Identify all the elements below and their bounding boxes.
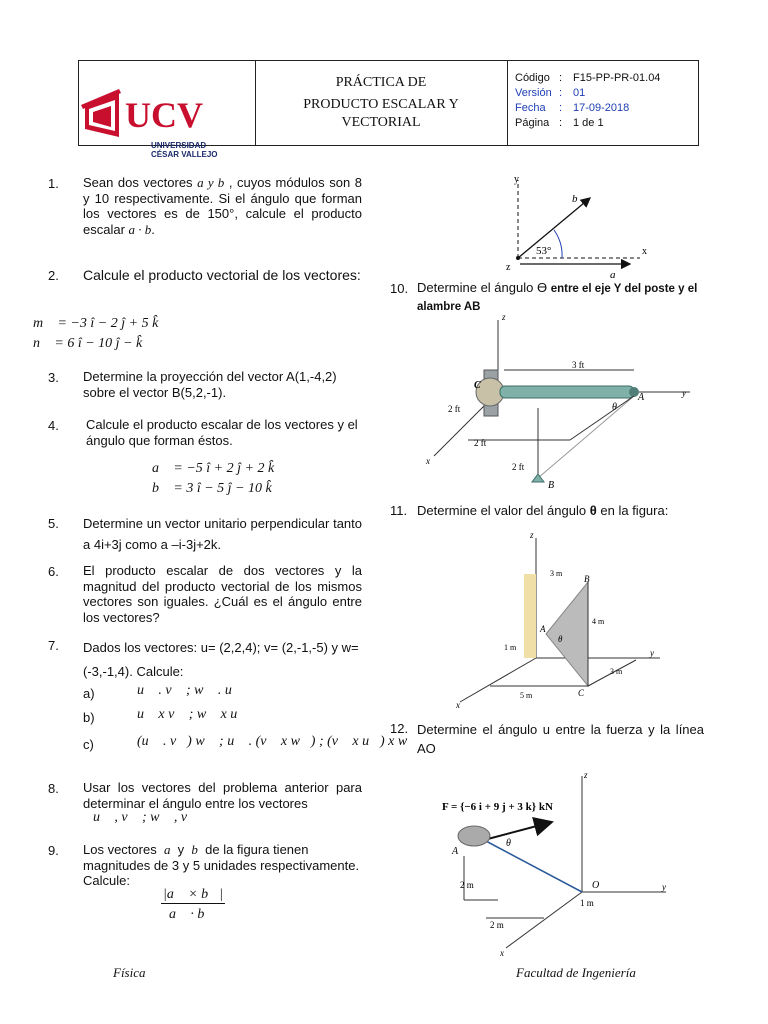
svg-text:x: x [500, 948, 504, 958]
meta-row-version: Versión : 01 [515, 87, 586, 99]
meta-row-fecha: Fecha : 17-09-2018 [515, 102, 630, 114]
fraction-denominator: a⃗ · b⃗ [169, 907, 216, 922]
svg-text:2 ft: 2 ft [474, 438, 487, 448]
fig9-a-label: a⃗ [610, 269, 625, 281]
svg-text:3 ft: 3 ft [572, 360, 585, 370]
svg-text:z: z [530, 530, 534, 540]
svg-text:2 m: 2 m [460, 880, 474, 890]
ucv-logo [79, 55, 255, 139]
svg-text:2 ft: 2 ft [512, 462, 525, 472]
svg-text:y: y [650, 648, 654, 658]
problem-7c-expr: (u⃗ . v⃗) w⃗ ; u⃗ . (v⃗ x w⃗) ; (v⃗ x u⃗) x w⃗ [137, 734, 419, 749]
problem-7-text: Dados los vectores: u= (2,2,4); v= (2,-1,-5) y w= (-3,-1,4). Calcule: [83, 640, 359, 679]
svg-text:F = {−6 i + 9 j + 3 k} kN: F = {−6 i + 9 j + 3 k} kN [442, 801, 553, 813]
svg-text:O: O [592, 880, 600, 891]
problem-11-number: 11. [390, 503, 408, 518]
svg-text:y: y [662, 882, 666, 892]
problem-7b-expr: u⃗ x v⃗ ; w⃗ x u⃗ [137, 707, 249, 722]
problem-9-text: Los vectores a y b de la figura tienen magnitudes de 3 y 5 unidades respectivamente. Calcule: [83, 842, 360, 888]
svg-text:1 m: 1 m [580, 898, 594, 908]
problem-1-number: 1. [48, 176, 59, 191]
problem-7c-label: c) [83, 737, 94, 752]
fig9-y-label: y [514, 174, 519, 185]
wire-ab [538, 396, 634, 478]
problem-7b-label: b) [83, 710, 95, 725]
svg-text:z: z [584, 770, 588, 780]
svg-text:x: x [426, 456, 430, 466]
meta-row-codigo: Código : F15-PP-PR-01.04 [515, 72, 661, 84]
svg-text:B: B [548, 480, 555, 491]
problem-8-text: Usar los vectores del problema anterior para determinar el ángulo entre los vectores [83, 780, 362, 811]
problem-1-text: Sean dos vectores a y b , cuyos módulos son 8 y 10 respectivamente. Si el ángulo que forman los vectores es de 150°, calcule el producto escalar a · b. [83, 175, 362, 237]
meta-row-pagina: Página : 1 de 1 [515, 117, 604, 129]
svg-text:2 m: 2 m [490, 920, 504, 930]
problem-4-text: Calcule el producto escalar de los vectores y el ángulo que forman éstos. [86, 417, 358, 448]
line-ao [484, 840, 582, 892]
svg-text:C: C [474, 380, 481, 391]
figure-problem-10 [420, 312, 700, 496]
svg-text:C: C [578, 688, 585, 698]
svg-text:5 m: 5 m [520, 691, 533, 700]
figure-problem-11 [450, 530, 670, 710]
document-header [78, 60, 699, 159]
problem-11-text: Determine el valor del ángulo θ en la figura: [417, 503, 669, 518]
logo-subtitle [151, 141, 218, 159]
svg-text:θ: θ [612, 402, 617, 413]
fig9-b-label: b⃗ [572, 193, 587, 205]
problem-8-math: u⃗ , v⃗ ; w⃗ , v⃗ [93, 810, 198, 825]
figure-problem-12 [434, 770, 684, 960]
problem-7a-expr: u⃗ . v⃗ ; w⃗ . u⃗ [137, 683, 243, 698]
ucv-emblem-icon [81, 89, 121, 137]
problem-6-number: 6. [48, 564, 59, 579]
svg-text:3 m: 3 m [550, 569, 563, 578]
problem-6-text: El producto escalar de dos vectores y la magnitud del producto vectorial de los mismos vectores son iguales. ¿Cuál es el ángulo entre los vectores? [83, 563, 362, 625]
problem-8-number: 8. [48, 781, 59, 796]
svg-text:z: z [502, 312, 506, 322]
force-arrow [484, 822, 552, 840]
svg-text:x: x [456, 700, 460, 710]
figure-problem-9 [490, 170, 670, 282]
svg-text:A: A [638, 392, 645, 403]
pole [500, 386, 634, 398]
problem-2-text: Calcule el producto vectorial de los vectores: [83, 267, 361, 283]
problem-10-text: Determine el ángulo ϴ entre el eje Y del poste y el alambre AB [417, 280, 698, 313]
problem-2-number: 2. [48, 268, 59, 283]
problem-7a-label: a) [83, 686, 95, 701]
header-title [255, 61, 508, 145]
svg-text:2 ft: 2 ft [448, 404, 461, 414]
vector-m: m⃗ = −3 î − 2 ĵ + 5 k̂ [33, 316, 159, 331]
fraction-numerator: |a⃗ × b⃗| [163, 887, 223, 902]
logo-sub-line2: CÉSAR VALLEJO [151, 150, 218, 159]
angle-arc [554, 230, 562, 258]
fig9-angle-label: 53° [536, 245, 552, 257]
title-line-1: PRÁCTICA DE [335, 75, 427, 90]
vector-b: b⃗ = 3 î − 5 ĵ − 10 k̂ [152, 481, 272, 496]
problem-3-number: 3. [48, 370, 59, 385]
fig9-x-label: x [642, 246, 647, 257]
fig9-z-label: z [506, 262, 511, 273]
problem-7-number: 7. [48, 638, 59, 653]
svg-text:3 m: 3 m [610, 667, 623, 676]
problem-9-number: 9. [48, 843, 59, 858]
svg-text:y: y [682, 388, 686, 398]
footer-right: Facultad de Ingeniería [516, 965, 636, 980]
footer-left: Física [113, 965, 146, 980]
vector-b-arrow [518, 198, 590, 258]
logo-cell [79, 61, 256, 159]
problem-10-number: 10. [390, 281, 409, 296]
header-meta [515, 71, 660, 131]
svg-text:θ: θ [558, 634, 563, 644]
svg-text:B: B [584, 574, 590, 584]
logo-text: UCV [125, 95, 203, 135]
problem-4-number: 4. [48, 418, 59, 433]
vector-a: a⃗ = −5 î + 2 ĵ + 2 k̂ [152, 461, 275, 476]
svg-text:θ: θ [506, 838, 511, 849]
svg-text:4 m: 4 m [592, 617, 605, 626]
problem-12-text: Determine el ángulo u entre la fuerza y la línea AO [417, 722, 704, 756]
problem-5-number: 5. [48, 516, 59, 531]
svg-text:1 m: 1 m [504, 643, 517, 652]
svg-text:A: A [540, 624, 546, 634]
title-line-2: PRODUCTO ESCALAR Y [303, 97, 459, 112]
logo-sub-line1: UNIVERSIDAD [151, 141, 207, 150]
title-line-3: VECTORIAL [341, 115, 421, 130]
problem-5-text: Determine un vector unitario perpendicular tanto a 4i+3j como a –i-3j+2k. [83, 516, 362, 552]
anchor-a [458, 826, 490, 846]
triangle-plane [546, 582, 588, 686]
problem-12-number: 12. [390, 721, 409, 736]
svg-text:A: A [452, 846, 459, 857]
problem-3-text: Determine la proyección del vector A(1,-4,2) sobre el vector B(5,2,-1). [83, 369, 337, 400]
vector-n: n⃗ = 6 î − 10 ĵ − k̂ [33, 336, 143, 351]
